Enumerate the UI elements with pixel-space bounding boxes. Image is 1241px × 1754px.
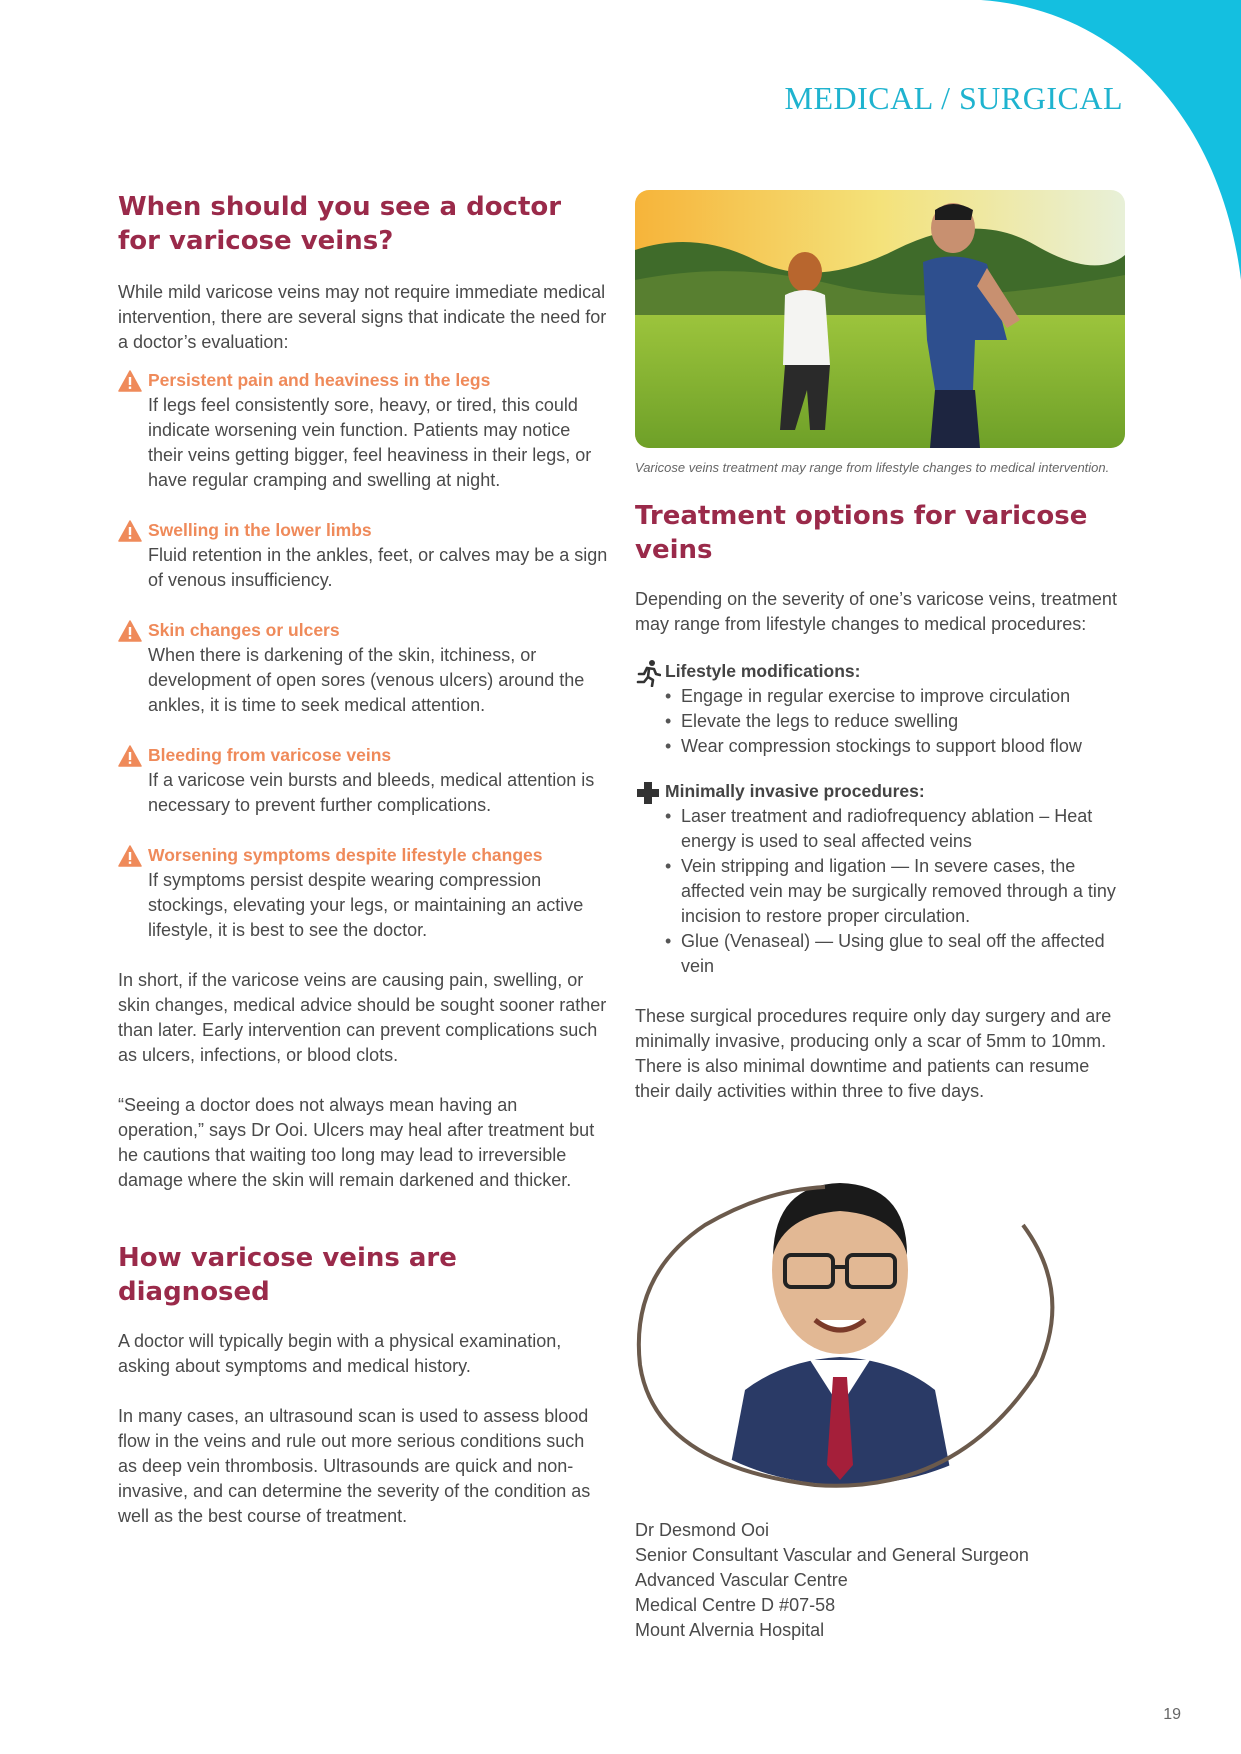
sign-title: Swelling in the lower limbs [148,520,372,540]
heading-diagnosis: How varicose veins are diagnosed [118,1243,457,1307]
list-item: • Laser treatment and radiofrequency ablation – Heat energy is used to seal affected veins [665,804,1125,854]
doctor-centre: Advanced Vascular Centre [635,1570,848,1590]
list-item: • Elevate the legs to reduce swelling [665,709,1125,734]
photo-caption: Varicose veins treatment may range from lifestyle changes to medical intervention. [635,460,1110,475]
warning-icon [118,620,142,642]
couple-running-photo [635,190,1125,448]
section-label: MEDICAL / SURGICAL [784,80,1123,116]
doctor-name: Dr Desmond Ooi [635,1520,770,1540]
lifestyle-title: Lifestyle modifications: [665,661,861,681]
warning-sign-item [118,843,608,943]
medical-cross-icon [635,779,661,807]
left-column [118,190,608,1529]
sign-body: Fluid retention in the ankles, feet, or calves may be a sign of venous insufficiency. [148,545,608,590]
procedures-title: Minimally invasive procedures: [665,781,925,801]
list-item: • Wear compression stockings to support blood flow [665,734,1125,759]
doctor-portrait [635,1145,1065,1495]
lifestyle-list [635,684,1125,759]
doctor-unit: Medical Centre D #07-58 [635,1595,836,1615]
treatment-intro: Depending on the severity of one’s varicose veins, treatment may range from lifestyle changes to medical procedures: [635,589,1117,634]
sign-body: If legs feel consistently sore, heavy, or tired, this could indicate worsening vein function. Patients may notice their veins getting bigger, feel heaviness in their legs, or have regular cramping and swelling at night. [148,395,592,490]
warning-icon [118,845,142,867]
page-number: 19 [1163,1706,1181,1723]
warning-icon [118,520,142,542]
diagnosis-paragraph-2: In many cases, an ultrasound scan is used to assess blood flow in the veins and rule out more serious conditions such as deep vein thrombosis. Ultrasounds are quick and non-invasive, and can determine the severity of the condition as well as the best course of treatment. [118,1406,591,1526]
warning-sign-item [118,618,608,718]
sign-title: Worsening symptoms despite lifestyle changes [148,845,543,865]
sign-title: Persistent pain and heaviness in the legs [148,370,491,390]
warning-sign-item [118,368,608,493]
warning-sign-item [118,518,608,593]
doctor-hospital: Mount Alvernia Hospital [635,1620,825,1640]
closing-paragraph: These surgical procedures require only day surgery and are minimally invasive, producing only a scar of 5mm to 10mm. There is also minimal downtime and patients can resume their daily activities within three to five days. [635,1006,1112,1101]
heading-when-see-doctor: When should you see a doctor for varicose veins? [118,192,562,256]
sign-title: Bleeding from varicose veins [148,745,392,765]
doctor-info [635,1518,1029,1643]
right-column [635,190,1125,1104]
running-person-icon [635,659,661,687]
warning-sign-item [118,743,608,818]
sign-body: If a varicose vein bursts and bleeds, medical attention is necessary to prevent further complications. [148,770,595,815]
warning-icon [118,370,142,392]
procedures-list [635,804,1125,979]
list-item: • Glue (Venaseal) — Using glue to seal off the affected vein [665,929,1125,979]
quote-paragraph: “Seeing a doctor does not always mean having an operation,” says Dr Ooi. Ulcers may heal after treatment but he cautions that waiting too long may lead to irreversible damage where the skin will remain darkened and thicker. [118,1095,595,1190]
sign-title: Skin changes or ulcers [148,620,340,640]
sign-body: If symptoms persist despite wearing compression stockings, elevating your legs, or maintaining an active lifestyle, it is best to see the doctor. [148,870,584,940]
procedures-heading [635,779,1125,804]
list-item: • Engage in regular exercise to improve circulation [665,684,1125,709]
intro-paragraph: While mild varicose veins may not require immediate medical intervention, there are several signs that indicate the need for a doctor’s evaluation: [118,282,607,352]
summary-paragraph: In short, if the varicose veins are causing pain, swelling, or skin changes, medical advice should be sought sooner rather than later. Early intervention can prevent complications such as ulcers, infections, or blood clots. [118,970,607,1065]
sign-body: When there is darkening of the skin, itchiness, or development of open sores (venous ulcers) around the ankles, it is time to seek medical attention. [148,645,585,715]
warning-icon [118,745,142,767]
list-item: • Vein stripping and ligation — In severe cases, the affected vein may be surgically removed through a tiny incision to restore proper circulation. [665,854,1125,929]
lifestyle-heading [635,659,1125,684]
doctor-title: Senior Consultant Vascular and General Surgeon [635,1545,1029,1565]
diagnosis-paragraph-1: A doctor will typically begin with a physical examination, asking about symptoms and medical history. [118,1331,562,1376]
heading-treatment: Treatment options for varicose veins [635,501,1088,565]
